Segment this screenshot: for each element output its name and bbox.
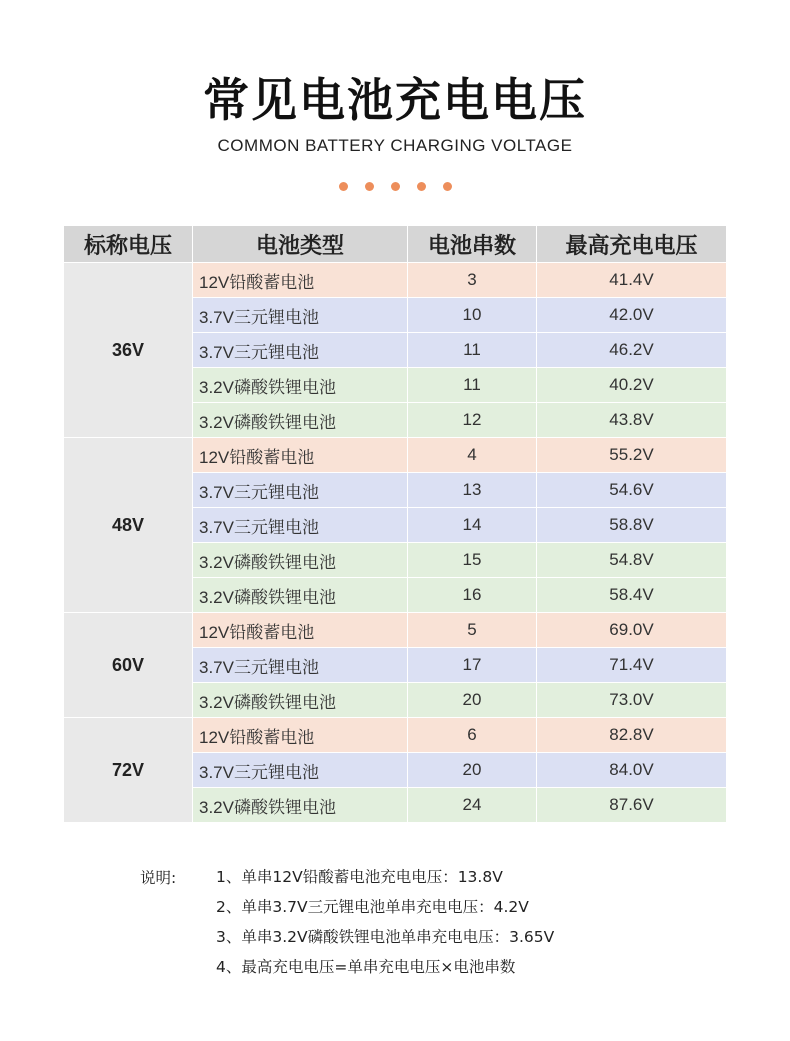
decorative-dots <box>0 182 790 191</box>
max-voltage-cell: 54.8V <box>537 543 727 578</box>
note-item: 3、单串3.2V磷酸铁锂电池单串充电电压：3.65V <box>216 928 555 946</box>
battery-type-cell: 3.2V磷酸铁锂电池 <box>193 578 408 613</box>
max-voltage-cell: 46.2V <box>537 333 727 368</box>
header-nominal-voltage: 标称电压 <box>64 226 193 263</box>
nominal-voltage-cell: 72V <box>64 718 193 823</box>
max-voltage-cell: 55.2V <box>537 438 727 473</box>
cell-count-cell: 11 <box>408 333 537 368</box>
max-voltage-cell: 54.6V <box>537 473 727 508</box>
table-row <box>64 438 727 473</box>
max-voltage-cell: 82.8V <box>537 718 727 753</box>
max-voltage-cell: 71.4V <box>537 648 727 683</box>
page-subtitle: COMMON BATTERY CHARGING VOLTAGE <box>217 136 573 155</box>
dot <box>339 182 348 191</box>
battery-type-cell: 12V铅酸蓄电池 <box>193 438 408 473</box>
dot <box>417 182 426 191</box>
battery-type-cell: 3.7V三元锂电池 <box>193 753 408 788</box>
dot <box>391 182 400 191</box>
max-voltage-cell: 69.0V <box>537 613 727 648</box>
battery-type-cell: 3.2V磷酸铁锂电池 <box>193 368 408 403</box>
header-battery-type: 电池类型 <box>193 226 408 263</box>
max-voltage-cell: 40.2V <box>537 368 727 403</box>
battery-type-cell: 3.7V三元锂电池 <box>193 648 408 683</box>
cell-count-cell: 6 <box>408 718 537 753</box>
cell-count-cell: 20 <box>408 683 537 718</box>
cell-count-cell: 16 <box>408 578 537 613</box>
max-voltage-cell: 42.0V <box>537 298 727 333</box>
notes-label: 说明: <box>140 869 177 887</box>
header-cell-count: 电池串数 <box>408 226 537 263</box>
cell-count-cell: 10 <box>408 298 537 333</box>
battery-type-cell: 3.2V磷酸铁锂电池 <box>193 403 408 438</box>
cell-count-cell: 20 <box>408 753 537 788</box>
max-voltage-cell: 58.8V <box>537 508 727 543</box>
max-voltage-cell: 43.8V <box>537 403 727 438</box>
battery-type-cell: 3.2V磷酸铁锂电池 <box>193 683 408 718</box>
max-voltage-cell: 73.0V <box>537 683 727 718</box>
cell-count-cell: 4 <box>408 438 537 473</box>
cell-count-cell: 3 <box>408 263 537 298</box>
battery-type-cell: 3.7V三元锂电池 <box>193 333 408 368</box>
dot <box>365 182 374 191</box>
nominal-voltage-cell: 48V <box>64 438 193 613</box>
cell-count-cell: 15 <box>408 543 537 578</box>
max-voltage-cell: 87.6V <box>537 788 727 823</box>
battery-type-cell: 3.2V磷酸铁锂电池 <box>193 543 408 578</box>
table-row <box>64 263 727 298</box>
battery-type-cell: 3.7V三元锂电池 <box>193 508 408 543</box>
battery-type-cell: 12V铅酸蓄电池 <box>193 613 408 648</box>
page-title: 常见电池充电电压 <box>203 73 587 127</box>
note-item: 2、单串3.7V三元锂电池单串充电电压：4.2V <box>216 898 529 916</box>
cell-count-cell: 11 <box>408 368 537 403</box>
dot <box>443 182 452 191</box>
battery-type-cell: 3.7V三元锂电池 <box>193 473 408 508</box>
max-voltage-cell: 41.4V <box>537 263 727 298</box>
cell-count-cell: 5 <box>408 613 537 648</box>
cell-count-cell: 13 <box>408 473 537 508</box>
cell-count-cell: 24 <box>408 788 537 823</box>
note-item: 4、最高充电电压=单串充电电压×电池串数 <box>216 958 516 976</box>
cell-count-cell: 14 <box>408 508 537 543</box>
battery-type-cell: 3.2V磷酸铁锂电池 <box>193 788 408 823</box>
battery-voltage-table <box>63 225 727 823</box>
header-max-charge-voltage: 最高充电电压 <box>537 226 727 263</box>
notes-list <box>216 866 554 986</box>
nominal-voltage-cell: 60V <box>64 613 193 718</box>
table-header-row <box>64 226 727 263</box>
table-body <box>64 263 727 823</box>
cell-count-cell: 17 <box>408 648 537 683</box>
table-row <box>64 613 727 648</box>
max-voltage-cell: 58.4V <box>537 578 727 613</box>
nominal-voltage-cell: 36V <box>64 263 193 438</box>
battery-type-cell: 3.7V三元锂电池 <box>193 298 408 333</box>
table-row <box>64 718 727 753</box>
cell-count-cell: 12 <box>408 403 537 438</box>
note-item: 1、单串12V铅酸蓄电池充电电压：13.8V <box>216 868 503 886</box>
battery-type-cell: 12V铅酸蓄电池 <box>193 718 408 753</box>
max-voltage-cell: 84.0V <box>537 753 727 788</box>
battery-type-cell: 12V铅酸蓄电池 <box>193 263 408 298</box>
